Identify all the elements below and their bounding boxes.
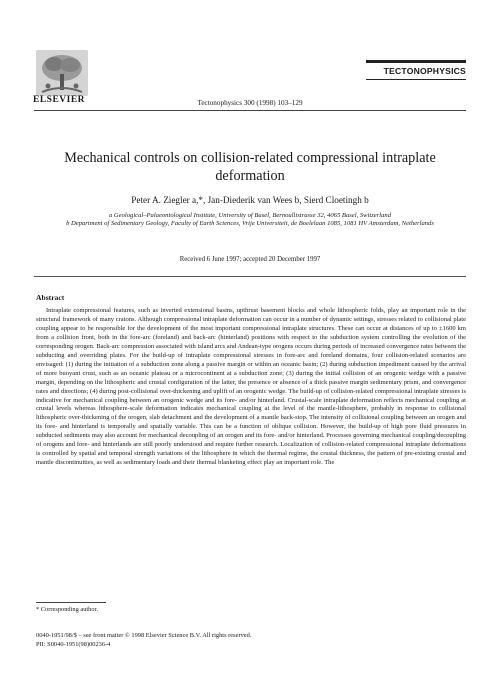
abstract-heading: Abstract: [36, 293, 65, 302]
abstract-text: Intraplate compressional features, such as inverted extensional basins, upthrust basement blocks and whole lithospheric folds, play an important role in the structural framework of many cratons. Although compressional intraplate deformation can occur in a number of dynamic settings, stresses related to collisional plate coupling appear to be responsible for the development of the most important compressional intraplate structures. These can occur at distances of up to ±1600 km from a collision front, both in the fore-arc (foreland) and back-arc (hinterland) positions with respect to the subduction system controlling the evolution of the corresponding orogen. Back-arc compression associated with island arcs and Andean-type orogens occurs during periods of increased convergence rates between the subducting and overriding plates. For the build-up of intraplate compressional stresses in fore-arc and foreland domains, four collision-related scenarios are envisaged: (1) during the initiation of a subduction zone along a passive margin or within an oceanic basin; (2) during subduction impediment caused by the arrival of more buoyant crust, such as an oceanic plateau or a microcontinent at a subduction zone; (3) during the initial collision of an orogenic wedge with a passive margin, depending on the lithospheric and crustal configuration of the latter, the presence or absence of a thick passive margin sedimentary prism, and convergence rates and directions; (4) during post-collisional over-thickening and uplift of an orogenic wedge. The build-up of collision-related compressional intraplate stresses is indicative for mechanical coupling between an orogenic wedge and its fore- and/or hinterland. Crustal-scale intraplate deformation reflects mechanical coupling at crustal levels whereas lithosphere-scale deformation indicates mechanical coupling at the level of the mantle-lithosphere, probably in response to collisional lithospheric over-thickening of the orogen, slab detachment and the development of a mantle back-stop. The intensity of collisional coupling between an orogen and its fore- and hinterland is temporally and spatially variable. This can be a function of oblique collision. However, the build-up of high pore fluid pressures in subducted sediments may also account for mechanical decoupling of an orogen and its fore- and/or hinterland. Processes governing mechanical coupling/decoupling of orogens and fore- and hinterlands are still poorly understood and require further research. Localization of collision-related compressional intraplate deformations is controlled by spatial and temporal strength variations of the lithosphere in which the thermal regime, the crustal thickness, the pattern of pre-existing crustal and mantle discontinuities, as well as sedimentary loads and their thermal blanketing effect play an important role. The: [36, 307, 466, 467]
pii-line: PII: S0040-1951(98)00236-4: [36, 640, 111, 648]
journal-masthead: [366, 60, 466, 80]
affiliation-b: b Department of Sedimentary Geology, Faculty of Earth Sciences, Vrije Universiteit, de Boelelaan 1085, 1081 HV Amsterdam, Netherlands: [66, 220, 434, 228]
publisher-name: ELSEVIER: [33, 95, 86, 105]
received-dates: Received 6 June 1997; accepted 20 December 1997: [179, 256, 321, 263]
affiliation-a: a Geological–Palaeontological Institute, University of Basel, Bernoullistrasse 32, 4065 Basel, Switzerland: [108, 212, 392, 219]
masthead-rule-top: [366, 60, 466, 63]
copyright-line: 0040-1951/98/$ – see front matter © 1998 Elsevier Science B.V. All rights reserved.: [36, 632, 252, 639]
header-divider: [34, 110, 466, 111]
abstract-body: [36, 307, 466, 468]
masthead-rule-bottom: [366, 79, 466, 80]
affiliations: [50, 212, 450, 229]
journal-name: TECTONOPHYSICS: [383, 66, 466, 76]
footnote-divider: [36, 602, 106, 603]
copyright-block: [36, 632, 251, 649]
title-divider: [34, 276, 466, 277]
elsevier-tree-logo: [36, 50, 88, 96]
journal-citation: Tectonophysics 300 (1998) 103–129: [197, 99, 303, 107]
article-title: Mechanical controls on collision-related compressional intraplate deformation: [64, 150, 436, 184]
article-authors: Peter A. Ziegler a,*, Jan-Diederik van Wees b, Sierd Cloetingh b: [131, 195, 369, 205]
corresponding-author-footnote: * Corresponding author.: [36, 606, 98, 613]
